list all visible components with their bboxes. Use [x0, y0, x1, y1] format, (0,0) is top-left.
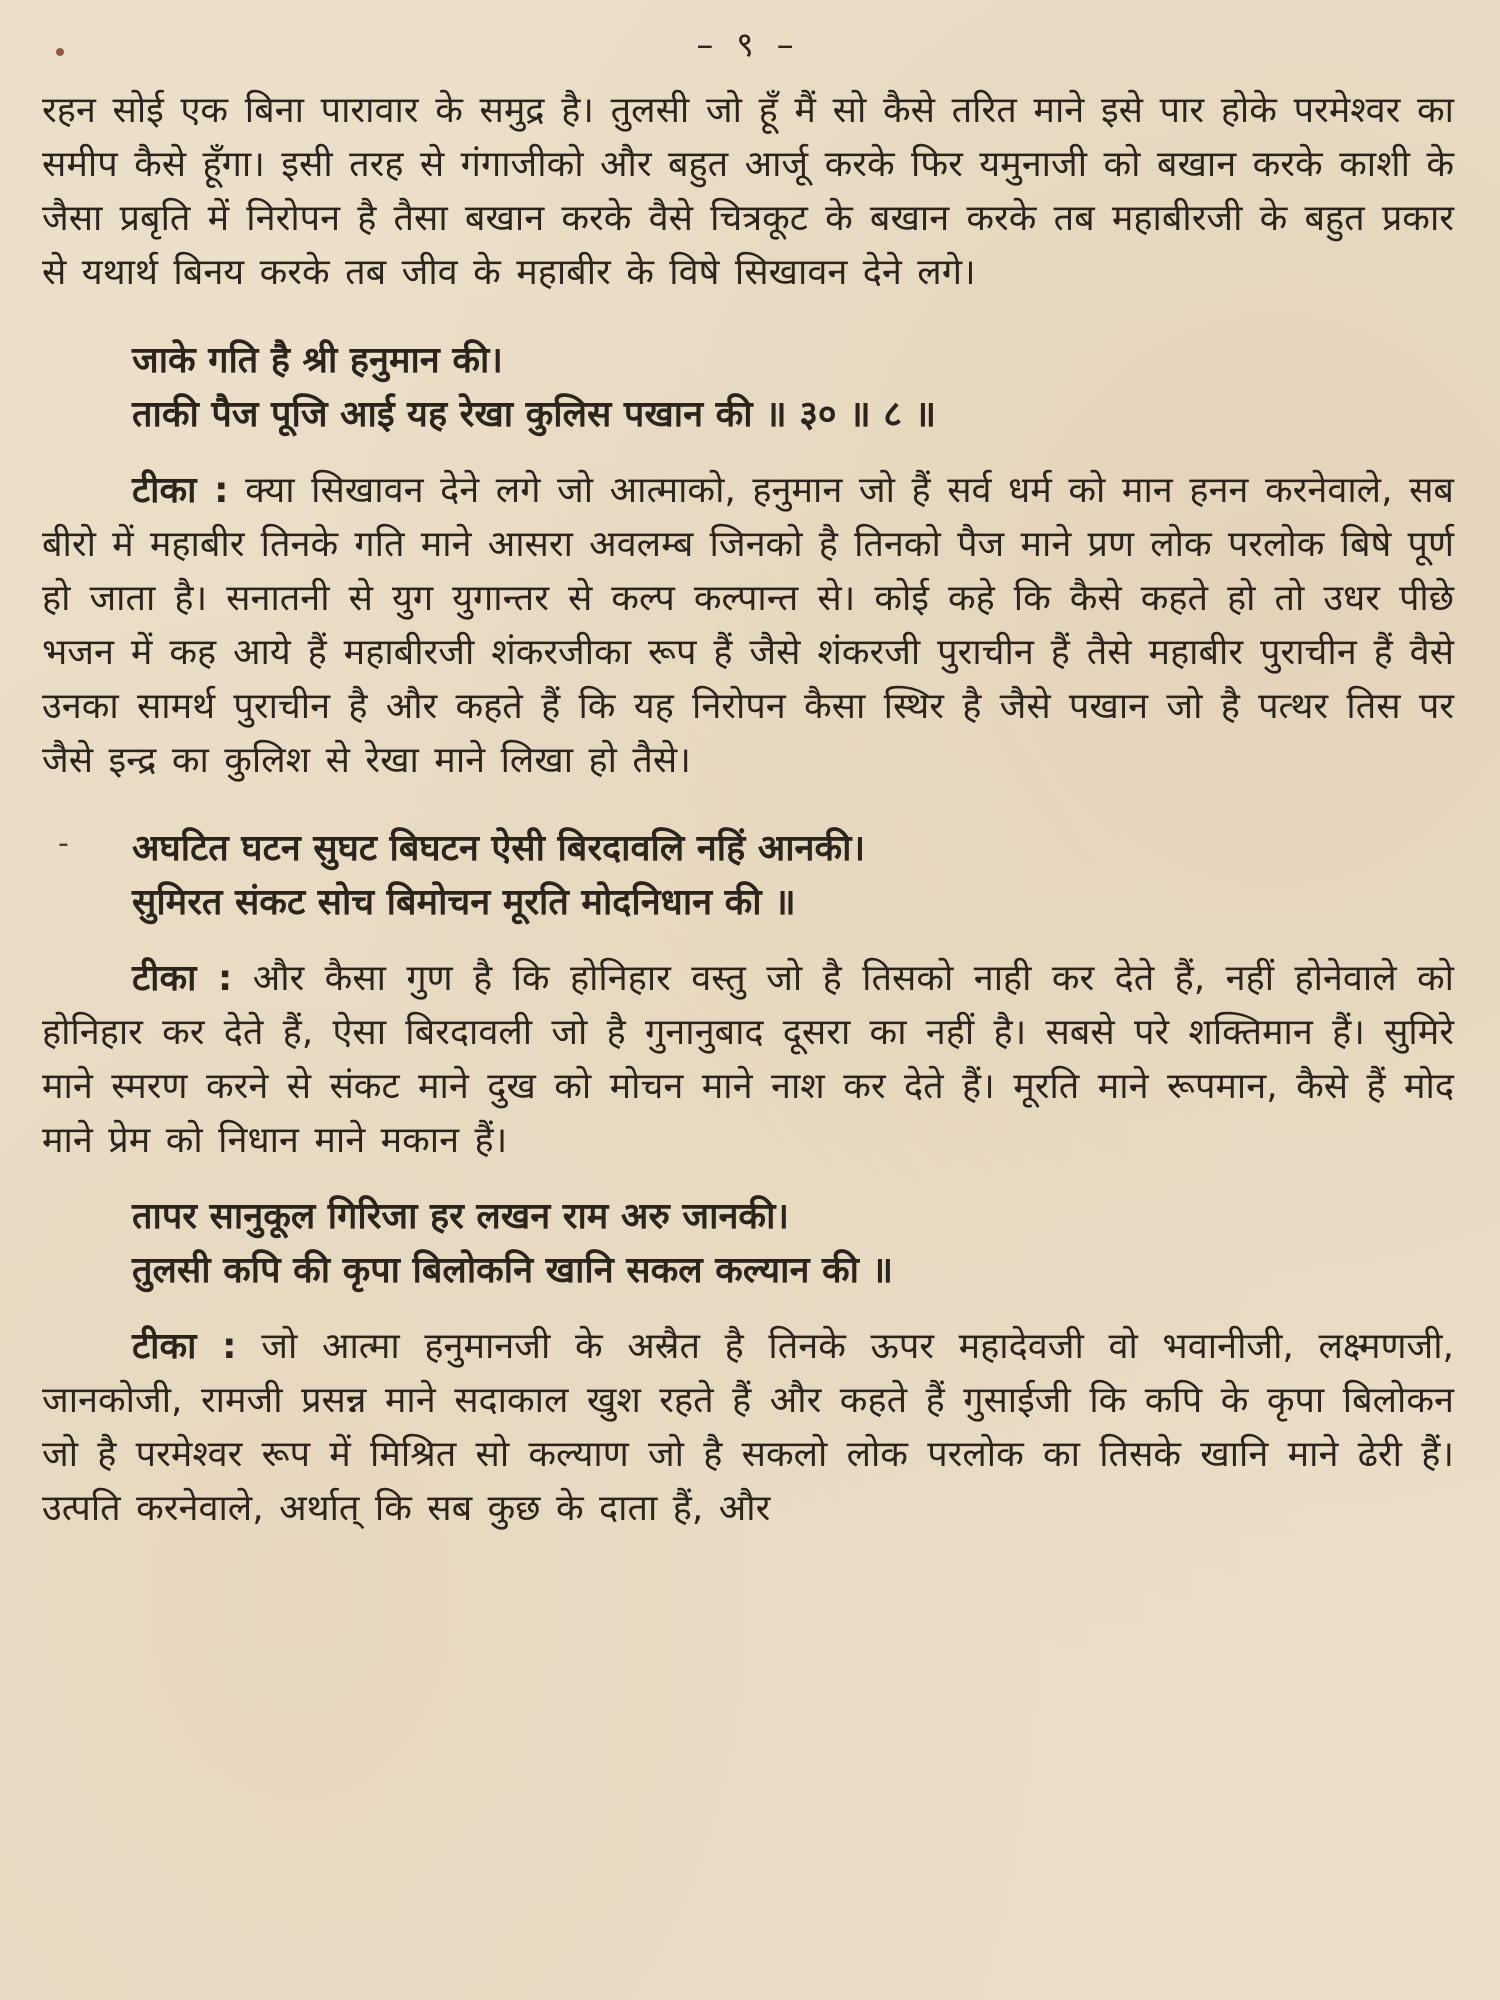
verse-2-line-1: अघटित घटन सुघट बिघटन ऐसी बिरदावलि नहिं आनकी।	[132, 828, 866, 869]
margin-mark: -	[58, 826, 69, 861]
verse-1	[42, 334, 1454, 442]
verse-2-line-2: सुमिरत संकट सोच बिमोचन मूरति मोदनिधान की ॥	[132, 882, 796, 923]
verse-2	[42, 822, 1454, 930]
tika-2-text: और कैसा गुण है कि होनिहार वस्तु जो है तिसको नाही कर देते हैं, नहीं होनेवाले को होनिहार कर देते हैं, ऐसा बिरदावली जो है गुनानुबाद दूसरा का नहीं है। सबसे परे शक्तिमान हैं। सुमिरे माने स्मरण करने से संकट माने दुख को मोचन माने नाश कर देते हैं। मूरति माने रूपमान, कैसे हैं मोद माने प्रेम को निधान माने मकान हैं।	[42, 958, 1454, 1161]
verse-3-line-2: तुलसी कपि की कृपा बिलोकनि खानि सकल कल्यान की ॥	[132, 1250, 894, 1291]
verse-3	[42, 1190, 1454, 1298]
tika-3-text: जो आत्मा हनुमानजी के अस्रैत है तिनके ऊपर महादेवजी वो भवानीजी, लक्ष्मणजी, जानकोजी, रामजी प्रसन्न माने सदाकाल खुश रहते हैं और कहते हैं गुसाईजी कि कपि के कृपा बिलोकन जो है परमेश्वर रूप में मिश्रित सो कल्याण जो है सकलो लोक परलोक का तिसके खानि माने ढेरी हैं। उत्पति करनेवाले, अर्थात् कि सब कुछ के दाता हैं, और	[42, 1326, 1454, 1529]
verse-3-line-1: तापर सानुकूल गिरिजा हर लखन राम अरु जानकी।	[132, 1196, 790, 1237]
intro-paragraph: रहन सोई एक बिना पारावार के समुद्र है। तुलसी जो हूँ मैं सो कैसे तरित माने इसे पार होके परमेश्वर का समीप कैसे हूँगा। इसी तरह से गंगाजीको और बहुत आर्जू करके फिर यमुनाजी को बखान करके काशी के जैसा प्रबृति में निरोपन है तैसा बखान करके वैसे चित्रकूट के बखान करके तब महाबीरजी के बहुत प्रकार से यथार्थ बिनय करके तब जीव के महाबीर के विषे सिखावन देने लगे।	[42, 90, 1454, 293]
tika-1-text: क्या सिखावन देने लगे जो आत्माको, हनुमान जो हैं सर्व धर्म को मान हनन करनेवाले, सब बीरो में महाबीर तिनके गति माने आसरा अवलम्ब जिनको है तिनको पैज माने प्रण लोक परलोक बिषे पूर्ण हो जाता है। सनातनी से युग युगान्तर से कल्प कल्पान्त से। कोई कहे कि कैसे कहते हो तो उधर पीछे भजन में कह आये हैं महाबीरजी शंकरजीका रूप हैं जैसे शंकरजी पुराचीन हैं तैसे महाबीर पुराचीन हैं वैसे उनका सामर्थ पुराचीन है और कहते हैं कि यह निरोपन कैसा स्थिर है जैसे पखान जो है पत्थर तिस पर जैसे इन्द्र का कुलिश से रेखा माने लिखा हो तैसे।	[42, 470, 1454, 781]
tika-1	[42, 464, 1454, 788]
verse-1-line-1: जाके गति है श्री हनुमान की।	[132, 340, 503, 381]
tika-2	[42, 952, 1454, 1168]
tika-3	[42, 1320, 1454, 1536]
tika-2-label: टीका :	[132, 958, 233, 999]
page-number: – ९ –	[696, 25, 800, 65]
tika-3-label: टीका :	[132, 1326, 237, 1367]
tika-1-label: टीका :	[132, 470, 229, 511]
ink-spot	[56, 48, 64, 56]
verse-2-wrapper	[42, 822, 1454, 930]
verse-1-line-2: ताकी पैज पूजि आई यह रेखा कुलिस पखान की ॥ ३० ॥ ८ ॥	[132, 394, 937, 435]
